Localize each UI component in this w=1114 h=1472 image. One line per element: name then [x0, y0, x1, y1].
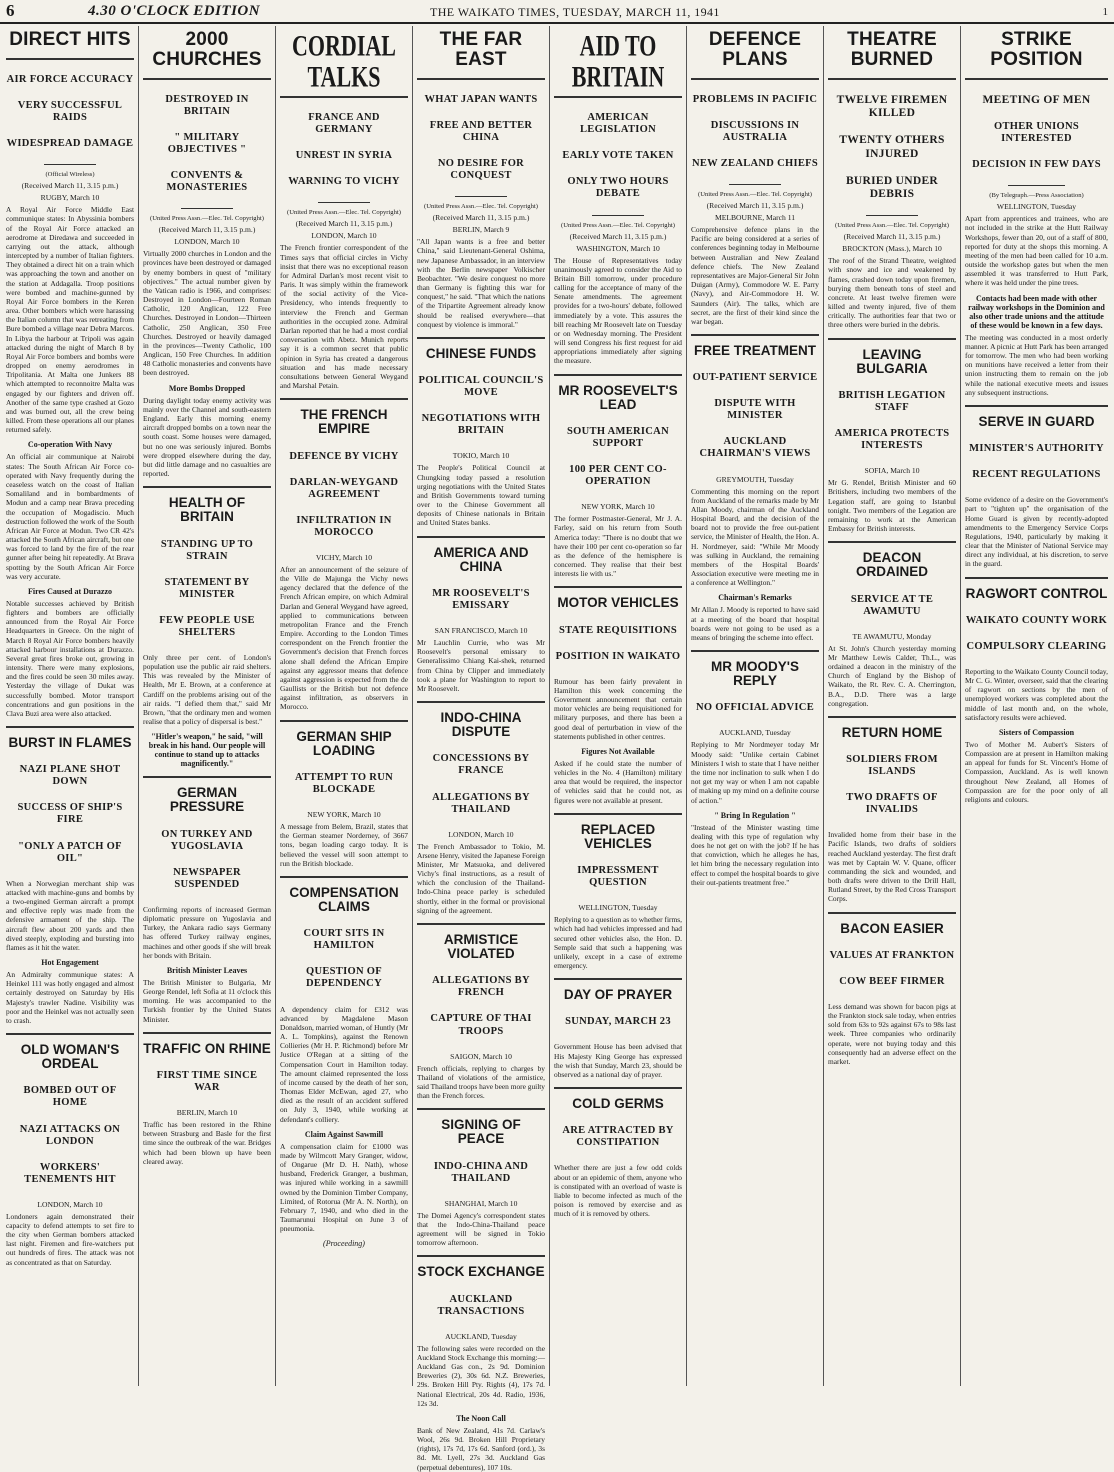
deck: SUNDAY, MARCH 23: [565, 1016, 671, 1028]
dateline: WASHINGTON, March 10: [576, 243, 660, 253]
deck: DESTROYED IN BRITAIN: [165, 93, 249, 117]
headline: FREE TREATMENT: [694, 343, 816, 359]
deck: ALLEGATIONS BY FRENCH: [432, 975, 530, 999]
subhead: Claim Against Sawmill: [304, 1129, 384, 1139]
divider: [729, 184, 780, 185]
article-body: Asked if he could state the number of vehicles in the No. 4 (Hamilton) military area that would be required, the inspector of vehicles said that he could not, as figures were not available at present.: [554, 758, 682, 805]
deck: 100 PER CENT CO-OPERATION: [569, 464, 667, 488]
divider: [6, 726, 134, 728]
divider: [280, 720, 408, 722]
wire-credit: (United Press Assn.—Elec. Tel. Copyright): [835, 222, 949, 230]
headline: DEFENCE PLANS: [708, 29, 802, 70]
deck: AUCKLAND CHAIRMAN'S VIEWS: [699, 436, 811, 460]
subhead: " Bring In Regulation ": [714, 810, 796, 820]
subhead: More Bombs Dropped: [168, 383, 246, 393]
deck: ATTEMPT TO RUN BLOCKADE: [295, 771, 393, 795]
divider: [828, 541, 956, 543]
article-body: Replying to a question as to whether firms, which had had vehicles impressed and had secured other vehicles also, the Hon. D. Semple said that such a happening was unlikely, except in a case of extreme emergency.: [554, 915, 682, 971]
article-body: Traffic has been restored in the Rhine between Strasburg and Basle for the first time since the outbreak of the war. Bridges which had been blown up have been cleared away.: [143, 1120, 271, 1166]
article-body: Notable successes achieved by British fighters and bombers are officially announced from the Royal Air Force Headquarters in Greece. On the night of March 8 Royal Air Force bombers heavily attacked harbour installations at Durazzo. Several great fires broke out, growing in intensity. There were many explosions, and the fires could be seen 30 miles away. Yesterday the village of Dukat was successfully bombed. Motor transport concentrations and gun positions in the Clava Buzi area were also attacked.: [6, 598, 134, 718]
dateline: SAIGON, March 10: [450, 1051, 512, 1061]
newspaper-columns: [2, 26, 1112, 1472]
headline: GERMAN PRESSURE: [169, 785, 245, 815]
article-body: After an announcement of the seizure of the Ville de Majunga the Vichy news agency declared that the defence of the French African empire, on which Admiral Darlan and General Weygand have agreed, applied to communications between metropolitan France and the French Empire. According to the London Times correspondent on the French frontier the Government's decision that French forces alone shall defend the African Empire against any aggressor means that defence against aggression is expected from the de Gaullists or the British but not defence against infiltration, as observers in Morocco.: [280, 564, 408, 712]
divider: [280, 876, 408, 878]
deck: INDO-CHINA AND THAILAND: [433, 1160, 529, 1184]
headline: BURST IN FLAMES: [8, 735, 132, 751]
divider: [181, 208, 232, 209]
column-theatre-burned: [824, 26, 961, 1386]
article-body: The following sales were recorded on the Auckland Stock Exchange this morning:— Auckland Gas con., 2s 9d. Dominion Breweries (2), 30s 6d. N.Z. Breweries, 29s. Broken Hill Pty. Rights (4), 17s 7d. National Electrical, 20s 4d. Radio, 1936, 12s 3d.: [417, 1343, 545, 1408]
deck: BRITISH LEGATION STAFF: [838, 389, 946, 413]
article-body: During daylight today enemy activity was mainly over the Channel and south-eastern England. Early this morning enemy aircraft dropped bombs on a town near the south coast. Some houses were damaged, but no one was seriously injured. Bombs were dropped elsewhere during the day, but did little damage and no casualties are reported.: [143, 395, 271, 479]
deck: TWENTY OTHERS INJURED: [839, 134, 945, 160]
received-line: (Received March 11, 3.15 p.m.): [569, 231, 667, 241]
divider: [554, 374, 682, 376]
article-body: A Royal Air Force Middle East communique states: In Abyssinia bombers of the Royal Air Force attacked an aerodrome at Diredawa and succeeded in carrying out the attack, although intercepted by a number of Italian fighters. They obtained a direct hit on a train which was approaching the town and another on the station at Addagalla. Troop positions were bombed and machine-gunned by Royal Air Force bombers in the Keren area. Other bombers which were harassing the Italian column that was retreating from Bure bombed a village near Debra Marcos. In Libya the harbour at Tripoli was again attacked during the night of March 8 by Royal Air Force bombers and bombs were dropped on enemy aerodromes in Tripolitania. At Malta one Junkers 88 which attempted to reconnoitre Malta was engaged by our fighters and driven off. Another of the same type crashed at Gozo and was burned out, all the crew being killed. From these operations all our planes returned safely.: [6, 205, 134, 435]
divider: [143, 776, 271, 778]
article-body: An Admiralty communique states: A Heinkel 111 was hotly engaged and almost certainly destroyed on Saturday by His Majesty's trawler Nadine. Visibility was poor and the Heinkel was not actually seen to crash.: [6, 970, 134, 1025]
article-body: Replying to Mr Nordmeyer today Mr Moody said: "Unlike certain Cabinet Ministers I wish to state that I have neither the time nor inclination to sulk when I do not get my way or when I am not capable of making up my mind on a definite course of action.": [691, 740, 819, 805]
article-body: The People's Political Council at Chungking today passed a resolution urging negotiations with the United States and British Governments toward turning over to the Chinese Government all deposits of Chinese nationals in Britain and United States banks.: [417, 463, 545, 528]
headline: DIRECT HITS: [9, 29, 131, 50]
divider: [554, 1087, 682, 1089]
article-body: At St. John's Church yesterday morning Mr Matthew Lewis Calder, Th.L., was ordained a deacon in the ministry of the Church of England by the Bishop of Waikato, the Rt. Rev. C. A. Cherrington, B.A., D.D. There was a large congregation.: [828, 643, 956, 708]
deck: COW BEEF FIRMER: [839, 975, 945, 987]
dateline: LONDON, March 10: [37, 1199, 103, 1209]
wire-credit: (United Press Assn.—Elec. Tel. Copyright): [150, 215, 264, 223]
deck: STANDING UP TO STRAIN: [160, 538, 254, 562]
deck: SOUTH AMERICAN SUPPORT: [567, 425, 669, 449]
deck: DECISION IN FEW DAYS: [972, 159, 1101, 171]
article-body: Londoners again demonstrated their capacity to defend attempts to set fire to the city when German bombers attacked last night. Firemen and fire-watchers put out hundreds of fires. The attack was not as concentrated as that on Saturday.: [6, 1211, 134, 1267]
column-direct-hits: [2, 26, 139, 1386]
deck: DEFENCE BY VICHY: [289, 450, 399, 462]
headline: AID TO BRITAIN: [571, 28, 665, 94]
dateline: SHANGHAI, March 10: [444, 1198, 518, 1208]
headline: OLD WOMAN'S ORDEAL: [20, 1042, 120, 1072]
wire-credit: (United Press Assn.—Elec. Tel. Copyright): [561, 221, 675, 229]
deck: COMPULSORY CLEARING: [966, 640, 1107, 652]
headline: THE FAR EAST: [439, 29, 523, 70]
article-body: Less demand was shown for bacon pigs at the Frankton stock sale today, when entries sold from 63s to 92s against 67s to 98s last week. Three companies who ordinarily operate, were not buying today and this consequently had an adverse effect on the market.: [828, 1001, 956, 1066]
dateline: WELLINGTON, Tuesday: [578, 903, 658, 913]
headline: COLD GERMS: [572, 1096, 664, 1112]
divider: [417, 1255, 545, 1257]
article-body: The French Ambassador to Tokio, M. Arsene Henry, visited the Japanese Foreign Minister, Mr Matsuoka, and delivered Vichy's final instructions, as a result of which the conclusion of the Thailand-Indo-China peace parley is scheduled shortly, either in the formal or provisional signing of the agreement.: [417, 841, 545, 915]
article-body: French officials, replying to charges by Thailand of violations of the armistice, said Thailand troops have been more guilty than the French forces.: [417, 1063, 545, 1101]
deck: DISCUSSIONS IN AUSTRALIA: [710, 119, 800, 143]
deck: ARE ATTRACTED BY CONSTIPATION: [562, 1125, 674, 1149]
deck: FRANCE AND GERMANY: [308, 112, 380, 136]
divider: [417, 1108, 545, 1110]
divider: [143, 1032, 271, 1034]
deck: NAZI PLANE SHOT DOWN: [19, 764, 121, 788]
headline: THEATRE BURNED: [847, 29, 937, 70]
deck: ON TURKEY AND YUGOSLAVIA: [161, 828, 253, 852]
headline: STOCK EXCHANGE: [417, 1264, 545, 1280]
divider: [554, 813, 682, 815]
article-body: Invalided home from their base in the Pacific Islands, two drafts of soldiers reached Auckland yesterday. The first draft was met by Captain W. V. Quane, officer commanding the sick and wounded, and both drafts were driven to the Drill Hall, Rutland Street, by the Red Cross Transport Corps.: [828, 830, 956, 904]
deck: VALUES AT FRANKTON: [829, 949, 955, 961]
deck: NO DESIRE FOR CONQUEST: [437, 158, 525, 182]
headline: THE FRENCH EMPIRE: [300, 407, 388, 437]
divider: [143, 78, 271, 80]
deck: AMERICAN LEGISLATION: [579, 112, 657, 136]
deck: SERVICE AT TE AWAMUTU: [850, 593, 934, 617]
headline: BACON EASIER: [840, 920, 944, 936]
deck: FREE AND BETTER CHINA: [429, 119, 533, 143]
newspaper-dateline: THE WAIKATO TIMES, TUESDAY, MARCH 11, 1941: [430, 5, 720, 19]
article-body: "Instead of the Minister wasting time dealing with this type of regulation why does he not get on with the job? If he has that conviction, which he alleges he has, let him bring the necessary regulation into effect to compel the hospital boards to give their out-patients treatment free.": [691, 822, 819, 887]
edition-label: 4.30 O'CLOCK EDITION: [88, 3, 261, 19]
deck: COURT SITS IN HAMILTON: [303, 928, 385, 952]
deck: BURIED UNDER DEBRIS: [845, 174, 939, 200]
deck: AMERICA PROTECTS INTERESTS: [834, 428, 950, 452]
deck: WIDESPREAD DAMAGE: [6, 138, 134, 150]
deck: " MILITARY OBJECTIVES ": [167, 132, 247, 156]
received-line: (Received March 11, 3.15 p.m.): [21, 181, 119, 191]
headline: AMERICA AND CHINA: [433, 544, 529, 574]
deck: PROBLEMS IN PACIFIC: [692, 93, 818, 105]
article-body: Mr Lauchlin Currie, who was Mr Roosevelt's personal emissary to Generalissimo Chiang Kai-shek, returned from China by Clipper and immediately took a plane for Washington to report to Mr Roosevelt.: [417, 638, 545, 693]
dateline: GREYMOUTH, Tuesday: [716, 474, 794, 484]
deck: WHAT JAPAN WANTS: [424, 93, 538, 105]
column-defence-plans: [687, 26, 824, 1386]
deck: CONCESSIONS BY FRANCE: [432, 753, 530, 777]
headline: ARMISTICE VIOLATED: [443, 932, 519, 962]
dateline: BERLIN, March 9: [452, 225, 510, 235]
dateline: NEW YORK, March 10: [307, 810, 381, 820]
deck: INFILTRATION IN MOROCCO: [296, 514, 392, 538]
headline: MR ROOSEVELT'S LEAD: [558, 382, 678, 412]
received-line: (Received March 11, 3.15 p.m.): [158, 225, 256, 235]
article-body: The House of Representatives today unanimously agreed to consider the Aid to Britain Bill tomorrow, under procedure calling for the acceptance of many of the Senate amendments. The agreement provides for a two-hours' debate, followed immediately by a vote. This assures the bill reaching Mr Roosevelt late on Tuesday or on Wednesday morning. The President will send Congress his first request for aid appropriations immediately after signing the measure.: [554, 255, 682, 366]
deck: MR ROOSEVELT'S EMISSARY: [432, 587, 530, 611]
deck: NEWSPAPER SUSPENDED: [173, 866, 241, 890]
article-body: The French frontier correspondent of the Times says that official circles in Vichy insist that there was no exceptional reason for Admiral Darlan's most recent visit to Paris. It was simply within the framework of the social activity of the Vice-Presidency, who intends frequently to interview the French and German authorities in the occupied zone. Admiral Darlan reported that he had a most cordial conversation with Abetz. Munich reports say it is a common secret that public opinion in Syria has created a dangerous situation and has made necessary consultations between General Weygand and Marshal Petain.: [280, 243, 408, 391]
deck: AIR FORCE ACCURACY: [6, 73, 134, 85]
deck: WAIKATO COUNTY WORK: [965, 614, 1108, 626]
deck: WARNING TO VICHY: [288, 176, 400, 188]
deck: CONVENTS & MONASTERIES: [166, 170, 248, 194]
dateline: LONDON, March 10: [174, 237, 240, 247]
divider: [6, 1033, 134, 1035]
deck: FIRST TIME SINCE WAR: [156, 1069, 258, 1094]
divider: [554, 96, 682, 98]
masthead: [0, 0, 1114, 24]
dateline: BERLIN, March 10: [176, 1108, 238, 1118]
deck: SUCCESS OF SHIP'S FIRE: [17, 802, 123, 826]
column-2000-churches: [139, 26, 276, 1386]
deck: IMPRESSMENT QUESTION: [577, 865, 659, 889]
deck: FEW PEOPLE USE SHELTERS: [159, 614, 255, 638]
wire-credit: (United Press Assn.—Elec. Tel. Copyright): [287, 209, 401, 217]
subhead: Contacts had been made with other railway workshops in the Dominion and also other trade unions and the attitude of these would be known in a few days.: [968, 293, 1105, 330]
article-body: "All Japan wants is a free and better China," said Lieutenant-General Oshima, new Japanese Ambassador, in an interview with the Berlin newspaper Volkischer Beobachter. "We desire conquest no more than Germany is fighting this war for conquest," he said. "That which the nations of the Tripartite Agreement already know should be realised everywhere—that conquest by violence is immoral.": [417, 237, 545, 329]
received-line: (Received March 11, 3.15 p.m.): [295, 219, 393, 229]
dateline: VICHY, March 10: [315, 552, 373, 562]
article-body: Virtually 2000 churches in London and the provinces have been destroyed or damaged by enemy bombers in quest of "military objectives." The actual number given by the Vatican radio is 1966, and comprises: Destroyed in London—Fourteen Roman Catholic, 120 Anglican, 122 Free Churches. Destroyed in London—Thirteen Catholic, 250 Anglican, 350 Free Churches. Destroyed or heavily damaged in the provinces—Twenty Catholic, 100 Anglican, 150 Free Churches. In addition 48 Catholic monasteries and convents have been destroyed.: [143, 249, 271, 378]
article-body: The Domei Agency's correspondent states that the Indo-China-Thailand peace agreement will be signed in Tokio tomorrow afternoon.: [417, 1210, 545, 1248]
deck: POSITION IN WAIKATO: [555, 650, 681, 662]
divider: [417, 701, 545, 703]
deck: RECENT REGULATIONS: [972, 469, 1101, 481]
deck: DISPUTE WITH MINISTER: [714, 398, 796, 422]
column-strike-position: [961, 26, 1112, 1386]
divider: [1008, 185, 1065, 186]
headline: STRIKE POSITION: [990, 29, 1083, 70]
divider: [828, 78, 956, 80]
received-line: (Received March 11, 3.15 p.m.): [706, 201, 804, 211]
divider: [280, 96, 408, 98]
divider: [554, 586, 682, 588]
headline: RETURN HOME: [841, 724, 943, 740]
divider: [6, 58, 134, 60]
article-body: Rumour has been fairly prevalent in Hamilton this week concerning the Government announcement that certain motor vehicles are being requisitioned for military purposes, and there has been a good deal of perturbation in view of the statements published in other centres.: [554, 676, 682, 741]
divider: [554, 978, 682, 980]
column-cordial-talks: [276, 26, 413, 1386]
dateline: MELBOURNE, March 11: [714, 213, 796, 223]
deck: ALLEGATIONS BY THAILAND: [432, 791, 530, 815]
deck: EARLY VOTE TAKEN: [562, 150, 674, 162]
dateline: SOFIA, March 10: [864, 466, 920, 476]
subhead: Hot Engagement: [41, 958, 99, 968]
column-marker: 1: [1102, 6, 1108, 18]
divider: [828, 716, 956, 718]
article-body: Two of Mother M. Aubert's Sisters of Compassion are at present in Hamilton making an appeal for funds for St. Vincent's Home of Compassion, Auckland. As is well known throughout New Zealand, all Homes of Compassion are for the poor only of all religions and colours.: [965, 739, 1108, 804]
dateline: SAN FRANCISCO, March 10: [434, 626, 528, 635]
dateline: AUCKLAND, Tuesday: [445, 1331, 517, 1341]
dateline: AUCKLAND, Tuesday: [719, 728, 791, 738]
headline: INDO-CHINA DISPUTE: [440, 710, 522, 740]
deck: BOMBED OUT OF HOME: [23, 1085, 117, 1109]
dateline: LONDON, March 10: [311, 231, 377, 241]
deck: WORKERS' TENEMENTS HIT: [24, 1161, 116, 1185]
subhead: Chairman's Remarks: [718, 593, 792, 603]
article-body: Whether there are just a few odd colds about or an epidemic of them, anyone who is constipated with an overload of waste is liable to become infected as much of the poison is removed by exercise and as much of it is removed by others.: [554, 1163, 682, 1219]
divider: [280, 398, 408, 400]
deck: CAPTURE OF THAI TROOPS: [430, 1013, 532, 1037]
article-body: Mr Allan J. Moody is reported to have said at a meeting of the board that hospital boards were not going to be used as a means of bringing the scheme into effect.: [691, 605, 819, 642]
divider: [965, 405, 1108, 407]
headline: CHINESE FUNDS: [425, 345, 537, 361]
divider: [592, 215, 643, 216]
deck: SOLDIERS FROM ISLANDS: [846, 754, 938, 778]
deck: ONLY TWO HOURS DEBATE: [567, 176, 669, 200]
article-body: Only three per cent. of London's population use the public air raid shelters. This was revealed by the Minister of Health, Mr E. Brown, at a conference at Cardiff on the problems arising out of the air raids. "I defied them that," said Mr Brown, "that the ordinary men and women realise that a policy of dispersal is best.": [143, 652, 271, 727]
deck: TWO DRAFTS OF INVALIDS: [846, 792, 938, 816]
article-body: A compensation claim for £1000 was made by Wilmcott Mary Granger, widow, of Ongarue (Mr D. H. Nath), whose husband, Frederick Granger, a bushman, was injured while working in a sawmill owned by the Dominion Timber Company, Limited, of Rotorua (Mr A. N. North), on February 7, 1940, and who died in the Taumarunui Hospital on June 3 of pneumonia.: [280, 1141, 408, 1234]
divider: [866, 215, 917, 216]
article-body: Government House has been advised that His Majesty King George has expressed the wish that Sunday, March 23, should be observed as a national day of prayer.: [554, 1042, 682, 1079]
divider: [44, 164, 95, 165]
dateline: TOKIO, March 10: [452, 451, 510, 461]
deck: TWELVE FIREMEN KILLED: [836, 93, 948, 120]
article-body: The former Postmaster-General, Mr J. A. Farley, said on his return from South America today: "There is no doubt that we have their 100 per cent co-operation so far as the defence of the hemisphere is concerned. They realise that their best interests lie with us.": [554, 514, 682, 579]
deck: NEW ZEALAND CHIEFS: [692, 158, 818, 170]
headline: COMPENSATION CLAIMS: [289, 884, 399, 915]
headline: DAY OF PRAYER: [563, 987, 673, 1003]
deck: "ONLY A PATCH OF OIL": [18, 840, 122, 864]
article-body: A dependency claim for £312 was advanced by Magdalene Mason Donaldson, married woman, of Huntly (Mr A. L. Tompkins), against the Renown Collieries (Mr H. P. Richmond) before Mr Justice O'Regan at a sitting of the Compensation Court in Hamilton today. The amount claimed represented the loss of income caused by the death of her son, Thomas Elder McEwan, aged 27, who died as the result of an accident suffered on July 3, 1940, while working at defendant's colliery.: [280, 1004, 408, 1124]
headline: TRAFFIC ON RHINE: [143, 1040, 271, 1056]
article-body: Comprehensive defence plans in the Pacific are being considered at a series of conferences beginning today in Melbourne between Australian and New Zealand defence chiefs. The New Zealand representatives are Major-General Sir John Duigan (Army), Commodore W. E. Parry (Navy), and Air-Commodore H. W. Saunders (Air). The talks, which are secret, are the first of their kind since the war began.: [691, 225, 819, 326]
divider: [691, 78, 819, 80]
divider: [417, 337, 545, 339]
article-body: Some evidence of a desire on the Government's part to "tighten up" the organisation of the Home Guard is given by recently-adopted amendments to the Emergency Service Corps Regulations, 1940, particularly by making it clear that the Minister of National Service may direct any individual, at his discretion, to serve in the guard.: [965, 495, 1108, 569]
headline: MR MOODY'S REPLY: [711, 659, 799, 689]
subhead: British Minister Leaves: [166, 965, 248, 975]
headline: HEALTH OF BRITAIN: [168, 495, 246, 525]
continuation-note: (Proceeding): [323, 1239, 365, 1249]
divider: [828, 338, 956, 340]
dateline: WELLINGTON, Tuesday: [996, 202, 1077, 212]
dateline: LONDON, March 10: [448, 829, 514, 839]
subhead: Sisters of Compassion: [998, 727, 1075, 737]
divider: [965, 78, 1108, 80]
divider: [318, 202, 369, 203]
deck: QUESTION OF DEPENDENCY: [306, 966, 382, 990]
headline: SIGNING OF PEACE: [441, 1117, 521, 1147]
wire-credit: (United Press Assn.—Elec. Tel. Copyright): [698, 191, 812, 199]
headline: GERMAN SHIP LOADING: [296, 728, 392, 758]
deck: OUT-PATIENT SERVICE: [692, 372, 818, 384]
article-body: Commenting this morning on the report from Auckland of the remarks made by Mr Allan Moody, chairman of the Auckland Hospital Board, and the decision of the board not to provide the free out-patient service, the Minister of Health, the Hon. A. H. Nordmeyer, said: "While Mr Moody was sulking in Auckland, the remaining members of the Hospital Boards' Association executive were meeting me in a conference at Wellington.": [691, 486, 819, 588]
article-body: The British Minister to Bulgaria, Mr George Rendel, left Sofia at 11 o'clock this morning. He was accompanied to the Turkish frontier by the United States Minister.: [143, 977, 271, 1024]
article-body: The roof of the Strand Theatre, weighted with snow and ice and weakened by flames, crashed down today upon firemen, burying them beneath tons of steel and concrete. At least twelve firemen were killed and twenty injured, five of them critically. The authorities fear that two or three others were buried in the debris.: [828, 256, 956, 330]
headline: SERVE IN GUARD: [978, 413, 1095, 429]
divider: [417, 536, 545, 538]
deck: POLITICAL COUNCIL'S MOVE: [418, 375, 544, 399]
divider: [143, 486, 271, 488]
divider: [455, 196, 506, 197]
article-body: Confirming reports of increased German diplomatic pressure on Yugoslavia and Turkey, the Ankara radio says Germany has offered Turkey railway engines, machines and other goods if she will break her bonds with Britain.: [143, 904, 271, 960]
divider: [691, 650, 819, 652]
page-number: 6: [6, 1, 15, 20]
headline: LEAVING BULGARIA: [856, 346, 928, 376]
deck: AUCKLAND TRANSACTIONS: [437, 1293, 525, 1317]
divider: [417, 78, 545, 80]
wire-credit: (By Telegraph.—Press Association): [989, 192, 1084, 200]
headline: RAGWORT CONTROL: [965, 585, 1108, 601]
deck: UNREST IN SYRIA: [295, 150, 393, 162]
subhead: Fires Caused at Durazzo: [27, 586, 113, 596]
subhead: Figures Not Available: [581, 746, 655, 756]
deck: STATE REQUISITIONS: [559, 624, 677, 636]
deck: NEGOTIATIONS WITH BRITAIN: [421, 413, 541, 437]
deck: OTHER UNIONS INTERESTED: [994, 121, 1079, 145]
article-body: Apart from apprentices and trainees, who are not included in the strike at the Hutt Railway Workshops, fewer than 20, out of a staff of 800, reported for duty at the shops this morning. A meeting of the men had been called for 10 a.m. outside the workshop gates but when the men assembled it was transferred to Hutt Park, where it was held under the pine trees.: [965, 214, 1108, 288]
deck: VERY SUCCESSFUL RAIDS: [17, 100, 123, 124]
article-body: Reporting to the Waikato County Council today, Mr C. G. Winter, overseer, said that the clearing of ragwort on sections by the men of unemployed workers was completed about the middle of last month and, on the whole, satisfactory results were achieved.: [965, 666, 1108, 722]
received-line: (Received March 11, 3.15 p.m.): [843, 232, 941, 242]
subhead: Co-operation With Navy: [27, 440, 113, 450]
wire-credit: (Official Wireless): [45, 171, 95, 179]
deck: STATEMENT BY MINISTER: [164, 576, 250, 600]
deck: NO OFFICIAL ADVICE: [696, 702, 814, 714]
divider: [417, 923, 545, 925]
divider: [691, 334, 819, 336]
divider: [965, 577, 1108, 579]
headline: REPLACED VEHICLES: [580, 821, 656, 851]
dateline: NEW YORK, March 10: [581, 502, 655, 512]
wire-credit: (United Press Assn.—Elec. Tel. Copyright): [424, 203, 538, 211]
article-body: A message from Belem, Brazil, states that the German steamer Norderney, of 3667 tons, began loading cargo today. It is believed the vessel will soon attempt to run the British blockade.: [280, 822, 408, 868]
subhead: "Hitler's weapon," he said, "will break in his hand. Our people will continue to stand up to attacks magnificently.": [148, 732, 266, 769]
dateline: BROCKTON (Mass.), March 10: [842, 244, 942, 254]
article-body: Mr G. Rendel, British Minister and 60 Britishers, including two members of the Legation staff, are going to Istanbul tonight. Two members of the Legation are remaining to work at the American Embassy for British interests.: [828, 478, 956, 534]
article-body: When a Norwegian merchant ship was attacked with machine-guns and bombs by a two-engined German aircraft a prompt and effective reply was made from the defensive armament of the ship. The aircraft flew about 200 yards and then dived steeply, exploding and bursting into flames as it hit the water.: [6, 878, 134, 952]
column-aid-to-britain: [550, 26, 687, 1386]
headline: MOTOR VEHICLES: [557, 595, 679, 611]
deck: MINISTER'S AUTHORITY: [969, 443, 1104, 455]
column-far-east: [413, 26, 550, 1472]
dateline: RUGBY, March 10: [40, 193, 100, 203]
article-body: The meeting was conducted in a most orderly manner. A picnic at Hutt Park has been arranged for tomorrow. The men who had been working on munitions have received a letter from their union instructing them to remain on the job while the national executive meets and issues any subsequent instructions.: [965, 332, 1108, 397]
received-line: (Received March 11, 3.15 p.m.): [432, 213, 530, 223]
subhead: The Noon Call: [456, 1413, 506, 1423]
article-body: Bank of New Zealand, 41s 7d. Carlaw's Wool, 26s 9d. Broken Hill Proprietary (rights), 17s 7d, 17s 6d. Sanford (ord.), 3s 8d. Mt. Lyell, 27s 3d. Auckland Gas (perpetual debentures), 107 10s.: [417, 1425, 545, 1472]
headline: CORDIAL TALKS: [292, 28, 396, 94]
divider: [828, 912, 956, 914]
article-body: An official air communique at Nairobi states: The South African Air Force co-operated with Navy frequently during the ceaseless watch on the coast of Italian Somaliland and in bombardments of Modun and a camp near Brava preceding the occupation of Mogadiscio. Much destruction followed the work of the South African Air Force at Modun. Two CR 42's attacked the South African aircraft, but one was forced to land by the fire of the rear gunner after being hit repeatedly. At Brava spotting by the South African Air Force was very accurate.: [6, 452, 134, 581]
dateline: TE AWAMUTU, Monday: [852, 631, 932, 641]
headline: 2000 CHURCHES: [152, 29, 262, 70]
headline: DEACON ORDAINED: [855, 550, 928, 580]
deck: NAZI ATTACKS ON LONDON: [19, 1123, 121, 1147]
deck: DARLAN-WEYGAND AGREEMENT: [289, 476, 399, 500]
deck: MEETING OF MEN: [982, 93, 1091, 106]
